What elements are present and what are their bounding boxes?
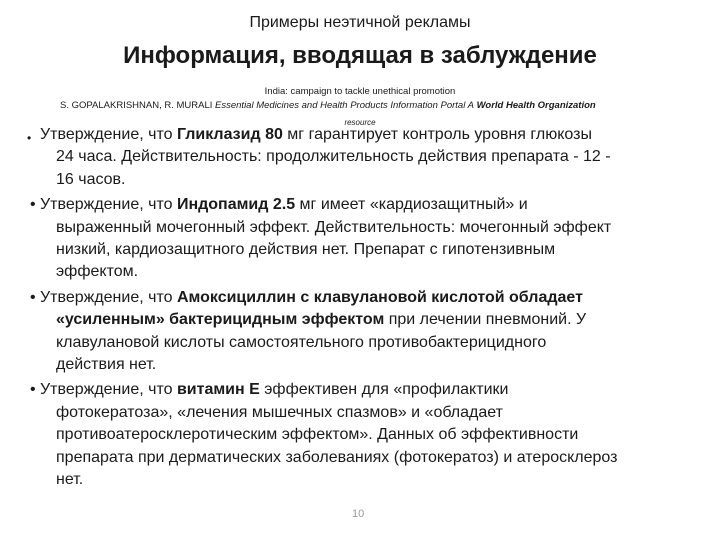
claim-text: Утверждение, что <box>40 381 177 399</box>
claim-line <box>30 424 702 446</box>
claim-line <box>30 261 702 283</box>
claim-text: Утверждение, что <box>40 126 177 143</box>
claim-text: 16 часов. <box>56 170 126 188</box>
source-organization: World Health Organization <box>476 100 596 111</box>
source-authors: S. GOPALAKRISHNAN, R. MURALI <box>60 100 213 111</box>
claim-text: Утверждение, что <box>40 288 177 306</box>
claim-line <box>30 146 702 168</box>
claim-line <box>30 447 702 469</box>
claim-text: при лечении пневмоний. У <box>384 311 587 329</box>
claim-text: клавулановой кислоты самостоятельного противобактерицидного <box>56 333 547 351</box>
claim-text: препарата при дерматических заболеваниях (фотокератоз) и атеросклероз <box>56 448 618 466</box>
page-number: 10 <box>352 508 365 520</box>
claim-line <box>30 354 702 376</box>
claim-text: мг гарантирует контроль уровня глюкозы <box>282 126 592 143</box>
claim-line <box>30 469 702 491</box>
slide-supertitle: Примеры неэтичной рекламы <box>249 14 471 31</box>
claim-text: 24 часа. Действительность: продолжительность действия препарата - 12 - <box>56 148 611 166</box>
slide-title: Информация, вводящая в заблуждение <box>123 42 597 69</box>
claim-text: эффективен для «профилактики <box>259 381 509 399</box>
claim-text: эффектом. <box>56 263 139 281</box>
claim-text: мг имеет «кардиозащитный» и <box>295 196 528 214</box>
bullet-icon: • <box>30 196 36 214</box>
claim-line <box>30 309 702 331</box>
claim-line <box>30 379 702 401</box>
source-citation <box>60 100 700 111</box>
claim-line <box>30 402 702 424</box>
claim-line <box>30 239 702 261</box>
claim-text: противоатеросклеротическим эффектом». Данных об эффективности <box>56 426 579 444</box>
claim-line <box>30 332 702 354</box>
claim-text: Утверждение, что <box>40 196 177 214</box>
source-resource: resource <box>344 118 376 127</box>
claim-line <box>30 124 702 146</box>
claim-text: действия нет. <box>56 356 157 374</box>
claim-item <box>30 287 702 377</box>
claim-item <box>30 379 702 491</box>
claims-list <box>27 124 702 492</box>
claim-text: низкий, кардиозащитного действия нет. Препарат с гипотензивным <box>56 241 556 259</box>
claim-text: фотокератоза», «лечения мышечных спазмов» и «обладает <box>56 403 503 421</box>
bullet-icon: • <box>30 381 36 399</box>
claim-text: выраженный мочегонный эффект. Действительность: мочегонный эффект <box>56 218 612 236</box>
claim-text: нет. <box>56 471 84 489</box>
claim-item <box>27 124 702 191</box>
claim-line <box>30 169 702 191</box>
claim-item <box>30 194 702 284</box>
claim-emphasis: Амоксициллин с клавулановой кислотой обладает <box>176 288 583 306</box>
claim-emphasis: витамин Е <box>176 381 260 399</box>
bullet-icon: • <box>27 131 32 145</box>
source-portal: Essential Medicines and Health Products Information Portal A <box>215 100 474 111</box>
claim-line <box>30 217 702 239</box>
claim-emphasis: Гликлазид 80 <box>176 126 283 143</box>
source-campaign: India: campaign to tackle unethical promotion <box>264 86 456 97</box>
claim-line <box>30 287 702 309</box>
claim-emphasis: Индопамид 2.5 <box>176 196 296 214</box>
claim-line <box>30 194 702 216</box>
claim-emphasis: «усиленным» бактерицидным эффектом <box>56 311 385 329</box>
bullet-icon: • <box>30 288 36 306</box>
